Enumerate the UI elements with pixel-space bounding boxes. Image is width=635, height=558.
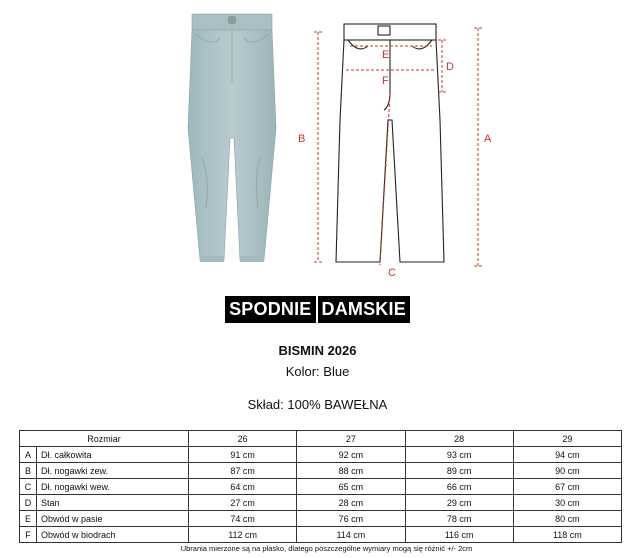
cell: 29 cm bbox=[405, 495, 513, 511]
size-col-29: 29 bbox=[513, 431, 621, 447]
cell: 76 cm bbox=[297, 511, 405, 527]
row-letter: E bbox=[20, 511, 37, 527]
row-letter: F bbox=[20, 527, 37, 543]
cell: 112 cm bbox=[189, 527, 297, 543]
cell: 87 cm bbox=[189, 463, 297, 479]
cell: 78 cm bbox=[405, 511, 513, 527]
size-col-27: 27 bbox=[297, 431, 405, 447]
color-line: Kolor: Blue bbox=[285, 364, 350, 379]
row-letter: A bbox=[20, 447, 37, 463]
row-letter: D bbox=[20, 495, 37, 511]
table-header-row bbox=[20, 431, 622, 447]
cell: 114 cm bbox=[297, 527, 405, 543]
label-a: A bbox=[484, 133, 492, 145]
cell: 118 cm bbox=[513, 527, 621, 543]
label-c: C bbox=[388, 267, 396, 278]
size-header-label: Rozmiar bbox=[20, 431, 189, 447]
composition-line: Skład: 100% BAWEŁNA bbox=[247, 397, 388, 412]
row-name: Dł. nogawki zew. bbox=[37, 463, 189, 479]
table-row bbox=[20, 527, 622, 543]
table-row bbox=[20, 447, 622, 463]
row-letter: C bbox=[20, 479, 37, 495]
cell: 116 cm bbox=[405, 527, 513, 543]
jeans-photo bbox=[180, 8, 285, 270]
row-letter: B bbox=[20, 463, 37, 479]
measurement-note: Ubrania mierzone są na płasko, dlatego poszczególne wymiary mogą się różnić +/- 2cm bbox=[180, 544, 473, 553]
title-word-1: SPODNIE bbox=[225, 296, 315, 323]
size-col-26: 26 bbox=[189, 431, 297, 447]
cell: 94 cm bbox=[513, 447, 621, 463]
row-name: Obwód w biodrach bbox=[37, 527, 189, 543]
cell: 80 cm bbox=[513, 511, 621, 527]
cell: 66 cm bbox=[405, 479, 513, 495]
row-name: Stan bbox=[37, 495, 189, 511]
cell: 74 cm bbox=[189, 511, 297, 527]
label-b: B bbox=[298, 133, 306, 145]
row-name: Dł. całkowita bbox=[37, 447, 189, 463]
row-name: Dł. nogawki wew. bbox=[37, 479, 189, 495]
measurement-diagram bbox=[296, 10, 496, 278]
title-word-2: DAMSKIE bbox=[318, 296, 410, 323]
table-row bbox=[20, 511, 622, 527]
label-f: F bbox=[382, 75, 389, 87]
label-d: D bbox=[446, 61, 454, 73]
cell: 27 cm bbox=[189, 495, 297, 511]
cell: 93 cm bbox=[405, 447, 513, 463]
product-title bbox=[0, 296, 635, 323]
cell: 64 cm bbox=[189, 479, 297, 495]
table-row bbox=[20, 495, 622, 511]
size-col-28: 28 bbox=[405, 431, 513, 447]
cell: 92 cm bbox=[297, 447, 405, 463]
cell: 67 cm bbox=[513, 479, 621, 495]
cell: 88 cm bbox=[297, 463, 405, 479]
size-table bbox=[19, 430, 622, 543]
cell: 90 cm bbox=[513, 463, 621, 479]
label-e: E bbox=[382, 49, 390, 61]
cell: 65 cm bbox=[297, 479, 405, 495]
table-row bbox=[20, 463, 622, 479]
cell: 30 cm bbox=[513, 495, 621, 511]
row-name: Obwód w pasie bbox=[37, 511, 189, 527]
cell: 91 cm bbox=[189, 447, 297, 463]
model-name: BISMIN 2026 bbox=[278, 343, 357, 358]
table-row bbox=[20, 479, 622, 495]
cell: 28 cm bbox=[297, 495, 405, 511]
cell: 89 cm bbox=[405, 463, 513, 479]
